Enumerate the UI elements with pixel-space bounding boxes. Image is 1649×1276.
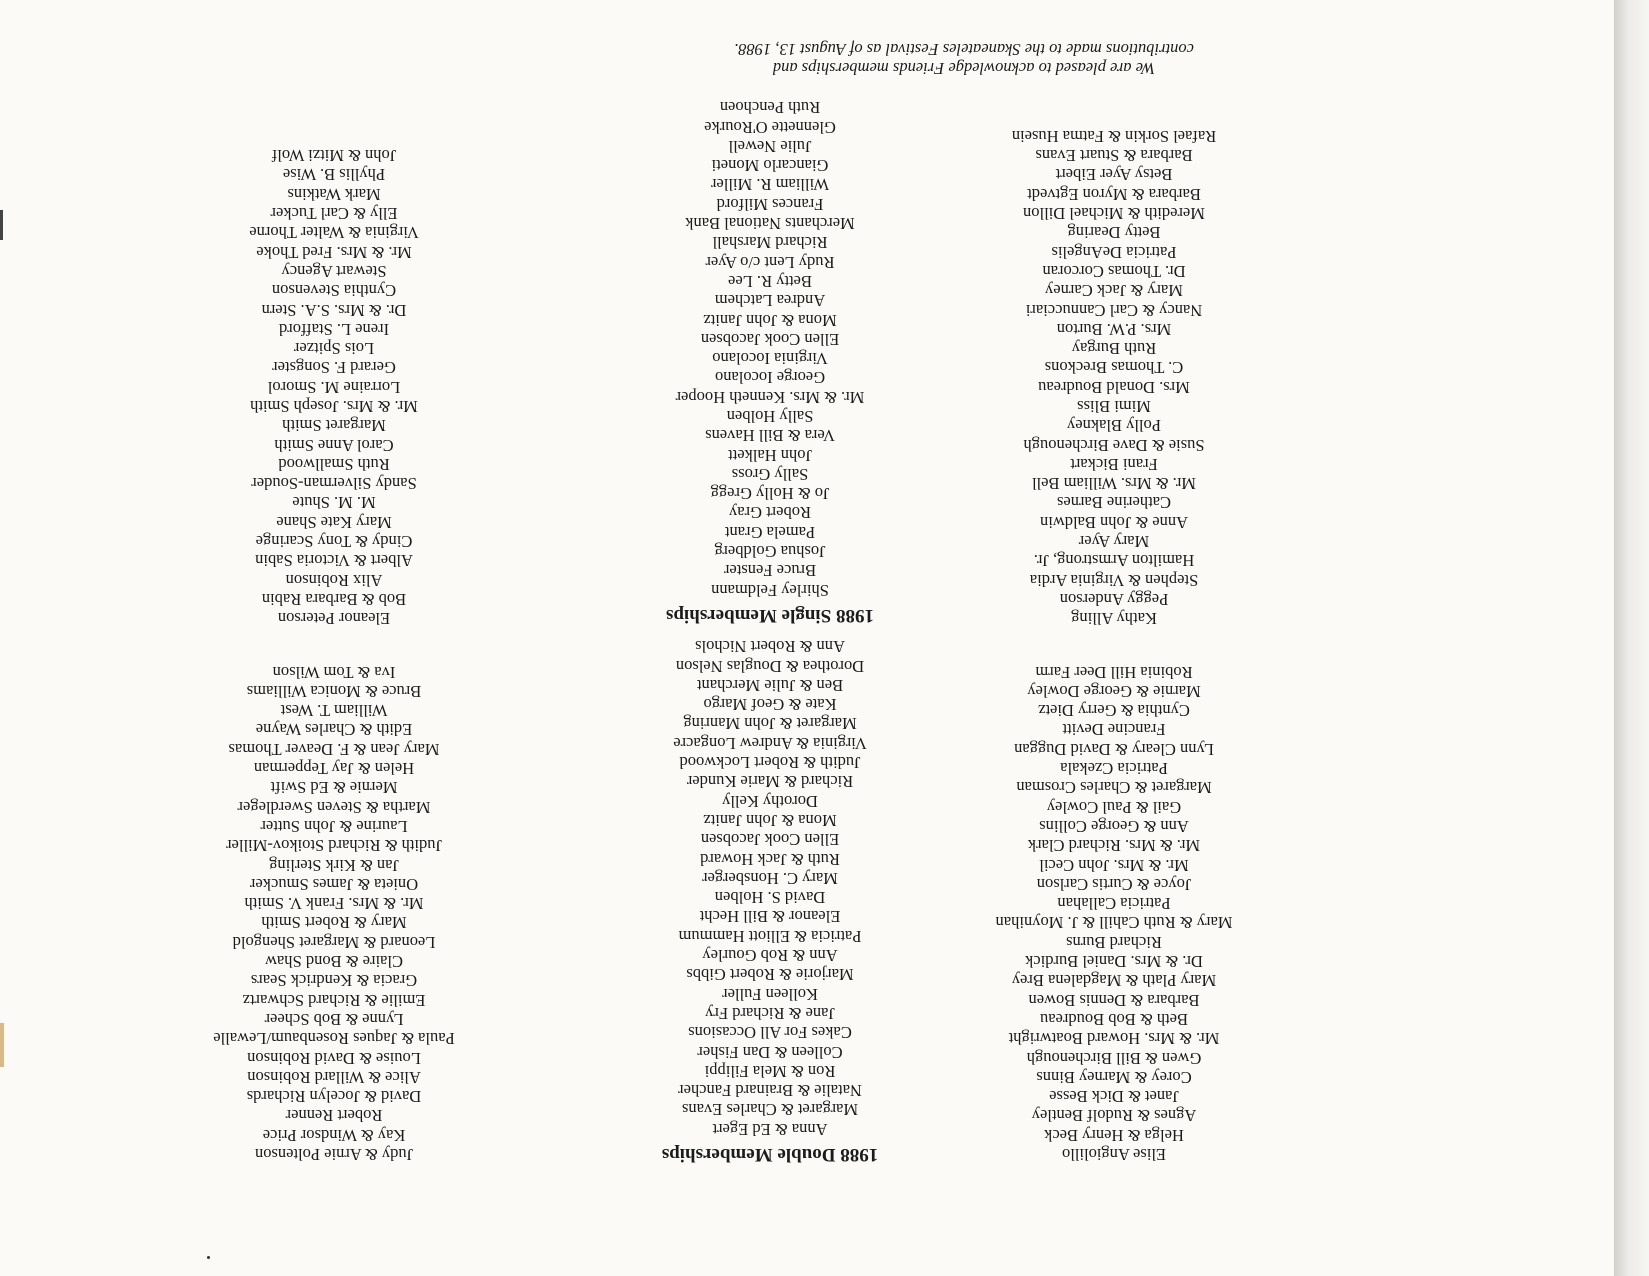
acknowledgement-line-2: contributions made to the Skaneateles Festival as of August 13, 1988. [734, 40, 1194, 59]
spacer [104, 628, 564, 662]
member-name: Barbara & Stuart Evans [1035, 146, 1193, 166]
double-list-column-3 [104, 662, 564, 1164]
member-name: Virginia & Andrew Longacre [673, 733, 867, 753]
page-edge-shadow [1614, 0, 1649, 1276]
member-name: Mona & John Janitz [703, 810, 837, 830]
member-name: Sally Gross [731, 464, 809, 484]
member-name: Mr. & Mrs. William Bell [1031, 474, 1197, 494]
member-name: Peggy Anderson [1059, 589, 1169, 609]
member-name: Shirley Feldmann [711, 580, 829, 600]
member-name: Cakes For All Occasions [688, 1023, 852, 1043]
member-name: Carol Anne Smith [274, 435, 394, 455]
member-name: Anna & Ed Egert [712, 1119, 828, 1139]
member-name: Betty Dearing [1067, 223, 1161, 243]
member-name: M. M. Shute [292, 493, 376, 513]
member-name: Mr. & Mrs. John Cecil [1039, 855, 1189, 875]
member-name: Richard Marshall [712, 233, 828, 253]
member-name: William R. Miller [710, 175, 830, 195]
member-name: Ellen Cook Jacobsen [700, 329, 840, 349]
member-name: Ron & Mela Filippi [704, 1061, 836, 1081]
member-name: Iva & Tom Wilson [272, 662, 396, 682]
member-name: Rudy Lent c/o Ayer [705, 252, 835, 272]
member-name: Laurine & John Sutter [260, 816, 408, 836]
member-name: Mernie & Ed Swift [270, 778, 398, 798]
member-name: Susie & Dave Birchenough [1023, 435, 1205, 455]
member-name: Richard Burns [1066, 932, 1162, 952]
member-name: Martha & Steven Swerdleger [237, 797, 431, 817]
member-name: Gail & Paul Cowley [1046, 797, 1182, 817]
member-name: Pamela Grant [724, 522, 816, 542]
member-name: Lynne & Bob Scheer [264, 1009, 404, 1029]
member-name: Mary Jean & F. Deaver Thomas [228, 739, 440, 759]
member-name: Bruce & Monica Williams [246, 681, 422, 701]
member-name: Catherine Barnes [1056, 493, 1172, 513]
member-name: Beth & Bob Boudreau [1039, 1009, 1189, 1029]
member-name: Ruth Penchoen [719, 98, 821, 118]
member-name: Natalie & Brainard Fancher [678, 1081, 862, 1101]
member-name: Nancy & Carl Cannucciari [1025, 300, 1203, 320]
member-name: Mr. & Mrs. Richard Clark [1027, 836, 1201, 856]
single-list-column-3 [104, 146, 564, 628]
member-name: Edith & Charles Wayne [255, 720, 413, 740]
member-name: William T. West [280, 701, 388, 721]
member-name: Merchants National Bank [685, 214, 855, 234]
member-name: Ellen Cook Jacobsen [700, 830, 840, 850]
member-name: Richard & Marie Kunder [686, 772, 854, 792]
member-name: Anne & John Baldwin [1039, 512, 1189, 532]
member-name: Frani Bickart [1070, 454, 1158, 474]
member-name: Frances Milford [716, 194, 824, 214]
member-name: Ruth Burgay [1071, 339, 1157, 359]
member-name: Sandy Silverman-Souder [251, 474, 417, 494]
member-name: Bob & Barbara Rabin [261, 589, 407, 609]
member-name: Patricia Callahan [1057, 894, 1171, 914]
member-name: Margaret & Charles Crosman [1016, 778, 1212, 798]
member-name: Mrs. Donald Boudreau [1038, 377, 1190, 397]
member-name: Hamilton Armstrong, Jr. [1033, 551, 1195, 571]
member-name: Dorothy Kelly [722, 791, 818, 811]
acknowledgement-note [614, 40, 1314, 78]
member-name: Mary Kate Shane [276, 512, 392, 532]
member-name: Albert & Victoria Sabin [255, 551, 413, 571]
member-name: Ann & Rob Gourley [702, 946, 838, 966]
member-name: Mr. & Mrs. Frank V. Smith [244, 894, 424, 914]
member-name: Phyllis B. Wise [282, 165, 386, 185]
member-name: Margaret & Charles Evans [681, 1100, 859, 1120]
member-name: Cynthia & Gerry Dietz [1038, 701, 1190, 721]
member-name: Agnes & Rudolf Bentley [1031, 1106, 1197, 1126]
member-name: Glennette O'Rourke [704, 117, 836, 137]
member-name: Elise Angiolillo [1061, 1145, 1167, 1164]
member-name: Mark Watkins [287, 184, 381, 204]
member-name: Mimi Bliss [1077, 397, 1151, 417]
member-name: C. Thomas Breckons [1044, 358, 1184, 378]
member-name: Stewart Agency [281, 261, 387, 281]
member-name: Cynthia Stevenson [271, 281, 397, 301]
member-name: Robert Gray [728, 503, 812, 523]
member-name: Elly & Carl Tucker [270, 204, 398, 224]
member-name: Sally Holben [726, 407, 814, 427]
member-name: Lorraine M. Smorol [267, 377, 401, 397]
member-name: John & Mitzi Wolf [271, 146, 397, 166]
member-name: Robert Renner [285, 1106, 383, 1126]
member-name: Judith & Richard Stoikov-Miller [226, 836, 442, 856]
member-name: Emilie & Richard Schwartz [242, 990, 426, 1010]
member-name: Andrea Latchem [714, 291, 826, 311]
member-name: George Iocolano [714, 368, 826, 388]
member-name: Joyce & Curtis Carlson [1036, 874, 1192, 894]
member-name: Mary & Ruth Cahill & J. Moynihan [995, 913, 1233, 933]
member-name: Ruth & Jack Howard [700, 849, 840, 869]
double-list-column-2 [550, 637, 990, 1139]
member-name: Betsy Ayer Eibert [1055, 165, 1173, 185]
member-name: Claire & Bond Shaw [265, 952, 403, 972]
member-name: Eleanor & Bill Hecht [699, 907, 841, 927]
member-name: Colleen & Dan Fisher [697, 1042, 843, 1062]
member-name: Mr. & Mrs. Kenneth Hooper [675, 387, 865, 407]
member-name: Ann & Robert Nichols [695, 637, 845, 657]
member-name: Mr. & Mrs. Joseph Smith [250, 397, 418, 417]
member-name: Polly Blakney [1067, 416, 1161, 436]
member-name: Bruce Fenster [723, 561, 817, 581]
member-name: Eleanor Peterson [277, 609, 391, 629]
member-name: Jo & Holly Gregg [710, 484, 830, 504]
member-name: Paula & Jaques Rosenbaum/Lewalle [213, 1029, 455, 1049]
member-name: John Halkett [728, 445, 812, 465]
member-name: David & Jocelyn Richards [246, 1087, 422, 1107]
member-name: Margaret Smith [282, 416, 386, 436]
member-name: Gerard F. Songster [272, 358, 396, 378]
member-name: Margaret & John Manring [683, 714, 857, 734]
member-name: Janet & Dick Besse [1049, 1087, 1179, 1107]
member-name: Mr. & Mrs. Howard Boatwright [1008, 1029, 1220, 1049]
member-name: Onieta & James Smucker [249, 874, 419, 894]
member-name: Cindy & Tony Scaringe [255, 532, 413, 552]
member-name: Dr. & Mrs. Daniel Burdick [1025, 952, 1203, 972]
member-name: Mary C. Honsberger [702, 868, 838, 888]
member-name: Patricia Czekala [1060, 759, 1168, 779]
member-name: Dr. Thomas Corcoran [1042, 261, 1186, 281]
member-name: Mrs. P.W. Burton [1056, 319, 1172, 339]
member-name: Julie Newell [728, 136, 812, 156]
member-name: Mary Plath & Magdalena Brey [1011, 971, 1217, 991]
member-name: Helga & Henry Beck [1044, 1125, 1184, 1145]
member-name: Alice & Willard Robinson [247, 1067, 421, 1087]
member-name: Gwen & Bill Birchenough [1026, 1048, 1202, 1068]
member-name: Barbara & Myron Egtvedt [1027, 184, 1201, 204]
member-name: Ruth Smallwood [278, 454, 390, 474]
column-2 [550, 98, 990, 1164]
member-name: Gracia & Kendrick Sears [250, 971, 418, 991]
member-name: Mary & Jack Carney [1045, 281, 1183, 301]
column-3 [104, 146, 564, 1164]
member-name: Kay & Windsor Price [262, 1125, 406, 1145]
member-name: Rafael Sorkin & Fatma Husein [1011, 126, 1217, 146]
member-name: Kate & Geof Margo [703, 695, 837, 715]
member-name: Marnie & George Dowley [1027, 681, 1201, 701]
member-name: Mary & Robert Smith [261, 913, 407, 933]
member-name: Dorothea & Douglas Nelson [675, 656, 865, 676]
member-name: Betty R. Lee [728, 271, 812, 291]
member-name: Irene L. Stafford [278, 319, 390, 339]
member-name: Marjorie & Robert Gibbs [686, 965, 854, 985]
member-name: Lynn Cleary & David Duggan [1014, 739, 1214, 759]
member-name: Robinia Hill Deer Farm [1035, 662, 1193, 682]
double-memberships-heading: 1988 Double Memberships [661, 1144, 879, 1165]
member-name: Kathy Alling [1071, 609, 1157, 629]
member-name: Joshua Goldberg [714, 542, 826, 562]
member-name: Jan & Kirk Sterling [269, 855, 399, 875]
member-name: Ann & George Collins [1039, 816, 1189, 836]
member-name: Alix Robinson [285, 570, 383, 590]
spacer [550, 625, 990, 637]
member-name: Meredith & Michael Dillon [1023, 204, 1205, 224]
member-name: Kolleen Fuller [722, 984, 818, 1004]
member-name: Mr. & Mrs. Fred Thoke [256, 242, 412, 262]
member-name: Virginia & Walter Thorne [249, 223, 419, 243]
member-name: Virginia Iocolano [712, 349, 828, 369]
member-name: Lois Spitzer [293, 339, 375, 359]
member-name: Barbara & Dennis Bowen [1028, 990, 1200, 1010]
member-name: Dr. & Mrs. S.A. Stern [261, 300, 407, 320]
member-name: Vera & Bill Havens [705, 426, 835, 446]
member-name: Jane & Richard Fry [705, 1003, 835, 1023]
member-name: Francine Devitt [1062, 720, 1166, 740]
member-name: David S. Holben [714, 888, 826, 908]
member-name: Giancarlo Moneti [711, 156, 829, 176]
member-name: Mary Ayer [1078, 532, 1150, 552]
member-name: Stephen & Virginia Ardia [1029, 570, 1199, 590]
member-name: Ben & Julie Merchant [696, 675, 844, 695]
member-name: Judith & Robert Lockwood [679, 753, 861, 773]
member-name: Corey & Marney Binns [1036, 1067, 1192, 1087]
member-name: Patricia DeAngelis [1051, 242, 1177, 262]
acknowledgement-line-1: We are pleased to acknowledge Friends memberships and [772, 59, 1156, 78]
single-memberships-heading: 1988 Single Memberships [666, 604, 874, 626]
member-name: Judy & Arnie Poltenson [254, 1145, 414, 1164]
member-name: Mona & John Janitz [703, 310, 837, 330]
member-name: Leonard & Margaret Shengold [232, 932, 436, 952]
single-list-column-2 [550, 98, 990, 600]
member-name: Louise & David Robinson [247, 1048, 421, 1068]
member-name: Patricia & Elliott Hammum [678, 926, 862, 946]
member-name: Helen & Jay Tepperman [253, 759, 415, 779]
